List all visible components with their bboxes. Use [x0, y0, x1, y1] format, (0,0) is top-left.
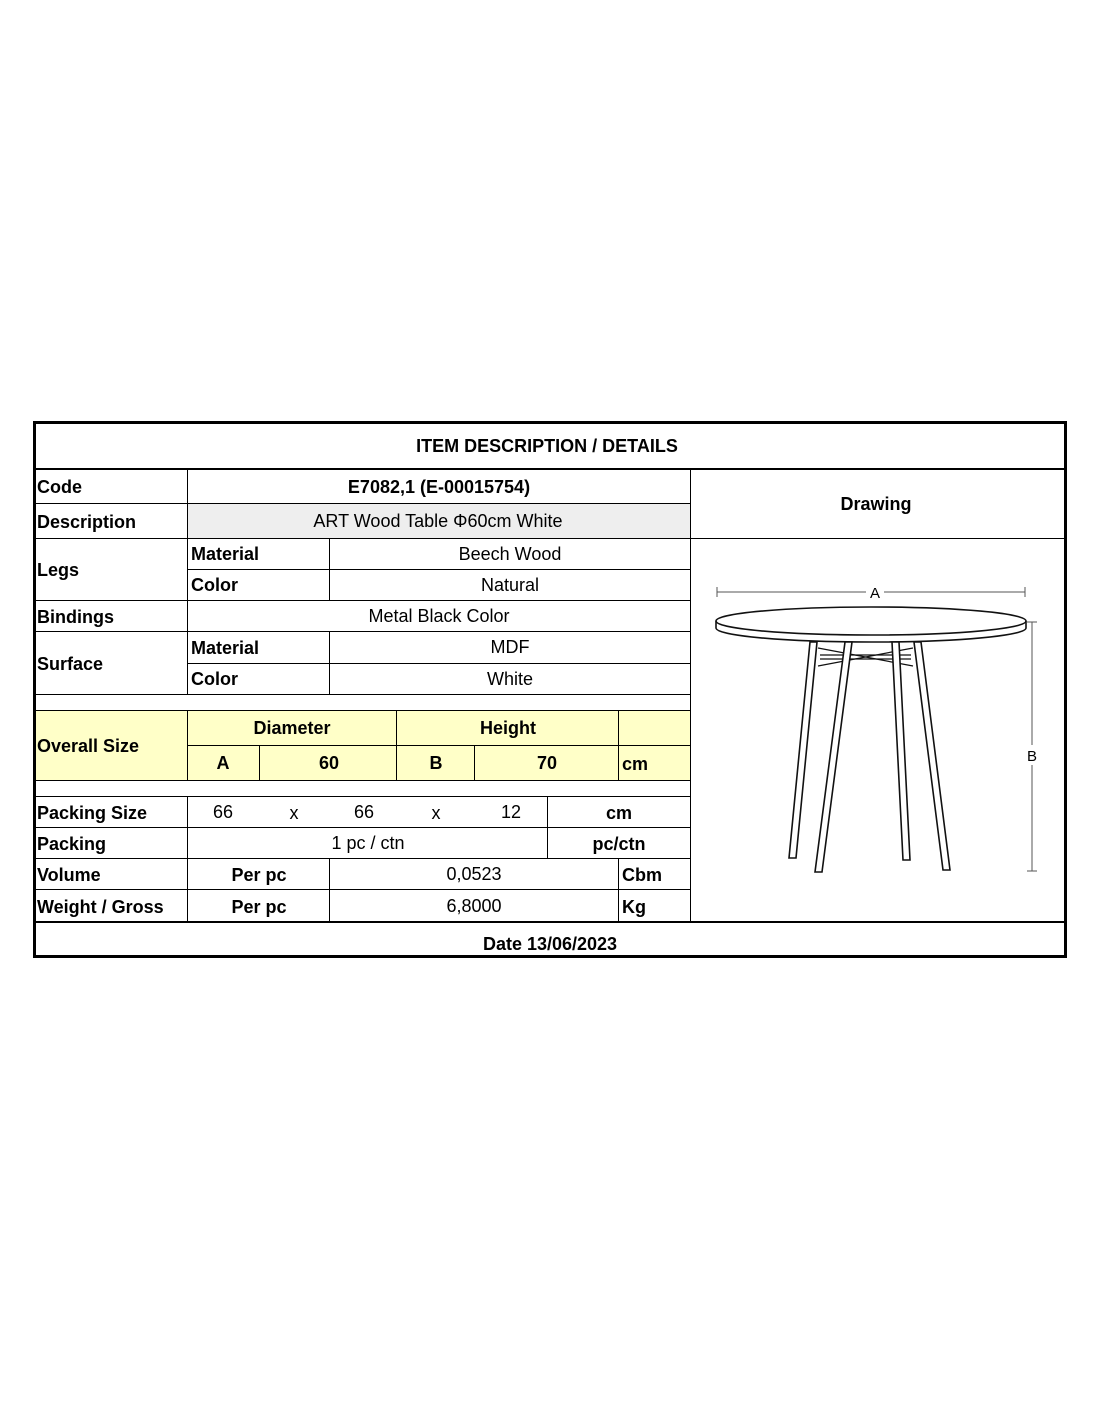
dim-b-label: B	[429, 753, 443, 773]
weight-value: 6,8000	[446, 896, 502, 916]
packing-label: Packing	[37, 834, 107, 854]
height-label: Height	[480, 718, 536, 738]
dim-a-value: 60	[318, 753, 340, 773]
packing-value: 1 pc / ctn	[331, 833, 405, 853]
weight-per: Per pc	[231, 897, 287, 917]
surface-material-value: MDF	[490, 637, 530, 657]
weight-label: Weight / Gross	[37, 897, 164, 917]
volume-value: 0,0523	[446, 864, 502, 884]
packing-size-label: Packing Size	[37, 803, 148, 823]
overall-size-label: Overall Size	[37, 736, 140, 756]
bindings-label: Bindings	[37, 607, 114, 627]
packing-size-width: 66	[353, 802, 375, 822]
packing-size-x2: x	[431, 803, 441, 823]
packing-size-unit: cm	[605, 803, 633, 823]
surface-color-value: White	[486, 669, 534, 689]
description-label: Description	[37, 512, 137, 532]
table-legs	[789, 642, 950, 872]
bindings-value: Metal Black Color	[368, 606, 510, 626]
code-value: E7082,1 (E-00015754)	[347, 477, 531, 497]
packing-size-height: 12	[500, 802, 522, 822]
legs-material-value: Beech Wood	[458, 544, 562, 564]
dimension-b	[1027, 622, 1037, 871]
diameter-label: Diameter	[253, 718, 331, 738]
legs-color-label: Color	[191, 575, 238, 595]
legs-material-label: Material	[191, 544, 260, 564]
surface-color-label: Color	[191, 669, 238, 689]
drawing-label: Drawing	[840, 494, 912, 514]
footer-date: Date 13/06/2023	[482, 934, 618, 954]
volume-label: Volume	[37, 865, 101, 885]
surface-label: Surface	[37, 654, 104, 674]
packing-size-x1: x	[289, 803, 299, 823]
sheet-title: ITEM DESCRIPTION / DETAILS	[416, 436, 678, 456]
packing-size-length: 66	[212, 802, 234, 822]
legs-color-value: Natural	[480, 575, 540, 595]
code-label: Code	[37, 477, 82, 497]
surface-material-label: Material	[191, 638, 260, 658]
packing-unit: pc/ctn	[592, 834, 646, 854]
dim-b-value: 70	[536, 753, 558, 773]
weight-unit: Kg	[622, 897, 646, 917]
overall-size-unit: cm	[622, 754, 649, 774]
table-top	[716, 607, 1026, 642]
description-value: ART Wood Table Φ60cm White	[313, 511, 563, 531]
volume-per: Per pc	[231, 865, 287, 885]
legs-label: Legs	[37, 560, 80, 580]
dim-a-label: A	[216, 753, 230, 773]
volume-unit: Cbm	[622, 865, 662, 885]
dimension-a-label: A	[869, 585, 881, 602]
dimension-b-label: B	[1026, 748, 1038, 765]
